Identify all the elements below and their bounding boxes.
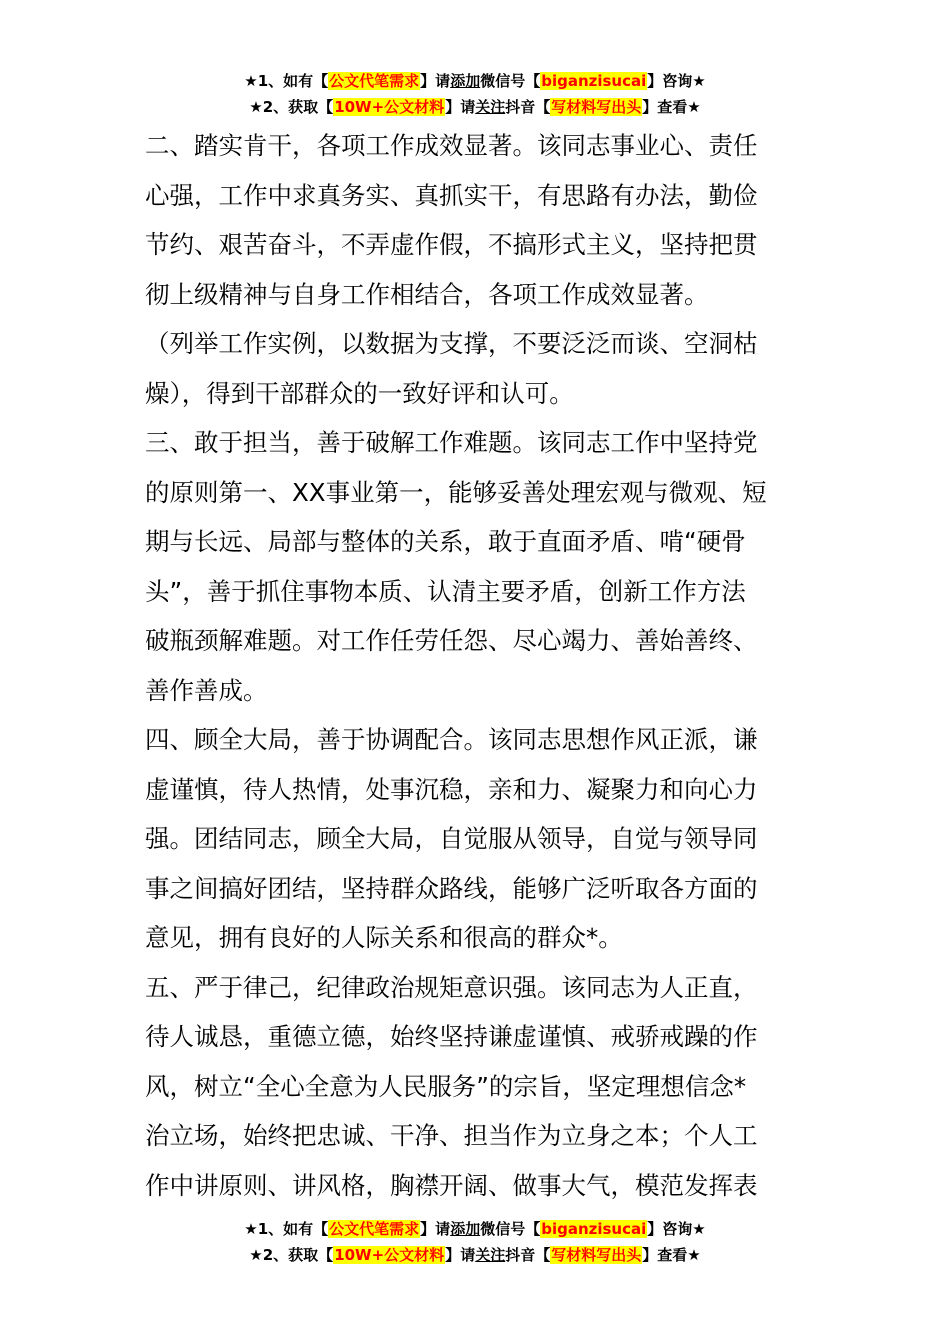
text-line: 善作善成。 (145, 675, 268, 705)
text-line: 强。团结同志，顾全大局，自觉服从领导，自觉与领导同 (145, 824, 758, 853)
highlight-wechat-id: biganzisucai (541, 1220, 647, 1238)
text-line: （列举工作实例，以数据为支撑，不要泛泛而谈、空洞枯 (145, 329, 758, 358)
paragraph-note (145, 319, 807, 418)
highlight-wechat-id: biganzisucai (541, 72, 647, 90)
banner-line-2: ★2、获取【10W+公文材料】请关注抖音【写材料写出头】查看★ (249, 1246, 701, 1264)
banner-line-2: ★2、获取【10W+公文材料】请关注抖音【写材料写出头】查看★ (249, 98, 701, 116)
text-line: 二、踏实肯干，各项工作成效显著。该同志事业心、责任 (145, 131, 758, 160)
text-line: 燥），得到干部群众的一致好评和认可。 (145, 378, 574, 408)
text-line: 的原则第一、XX事业第一，能够妥善处理宏观与微观、短 (145, 477, 767, 507)
text-line: 彻上级精神与自身工作相结合，各项工作成效显著。 (145, 279, 709, 309)
highlight-service: 公文代笔需求 (329, 1220, 420, 1238)
text-line: 风，树立“全心全意为人民服务”的宗旨，坚定理想信念* (145, 1071, 747, 1101)
paragraph-5 (145, 963, 807, 1211)
text-line: 四、顾全大局，善于协调配合。该同志思想作风正派，谦 (145, 725, 758, 754)
paragraph-2 (145, 121, 807, 319)
text-line: 虚谨慎，待人热情，处事沉稳，亲和力、凝聚力和向心力 (145, 774, 758, 804)
text-line: 节约、艰苦奋斗，不弄虚作假，不搞形式主义，坚持把贯 (145, 230, 758, 259)
text-line: 意见，拥有良好的人际关系和很高的群众*。 (145, 923, 623, 952)
highlight-materials: 10W+公文材料 (334, 1246, 445, 1264)
paragraph-4 (145, 715, 807, 963)
text-line: 作中讲原则、讲风格，胸襟开阔、做事大气，模范发挥表 (145, 1170, 758, 1200)
text-line: 头”，善于抓住事物本质、认清主要矛盾，创新工作方法 (145, 576, 746, 606)
banner-line-1: ★1、如有【公文代笔需求】请添加微信号【biganzisucai】咨询★ (244, 1220, 706, 1238)
paragraph-3 (145, 418, 807, 715)
document-body (145, 121, 807, 1210)
footer-banner (0, 1216, 950, 1268)
text-line: 待人诚恳，重德立德，始终坚持谦虚谨慎、戒骄戒躁的作 (145, 1022, 758, 1051)
header-banner (0, 68, 950, 120)
highlight-service: 公文代笔需求 (329, 72, 420, 90)
text-line: 破瓶颈解难题。对工作任劳任怨、尽心竭力、善始善终、 (145, 626, 758, 655)
highlight-materials: 10W+公文材料 (334, 98, 445, 116)
text-line: 治立场，始终把忠诚、干净、担当作为立身之本；个人工 (145, 1121, 758, 1150)
highlight-douyin-account: 写材料写出头 (551, 1246, 642, 1264)
text-line: 心强，工作中求真务实、真抓实干，有思路有办法，勤俭 (145, 180, 758, 210)
text-line: 三、敢于担当，善于破解工作难题。该同志工作中坚持党 (145, 428, 758, 457)
text-line: 事之间搞好团结，坚持群众路线，能够广泛听取各方面的 (145, 873, 758, 903)
highlight-douyin-account: 写材料写出头 (551, 98, 642, 116)
banner-line-1: ★1、如有【公文代笔需求】请添加微信号【biganzisucai】咨询★ (244, 72, 706, 90)
text-line: 五、严于律己，纪律政治规矩意识强。该同志为人正直， (145, 972, 758, 1002)
text-line: 期与长远、局部与整体的关系，敢于直面矛盾、啃“硬骨 (145, 527, 746, 556)
